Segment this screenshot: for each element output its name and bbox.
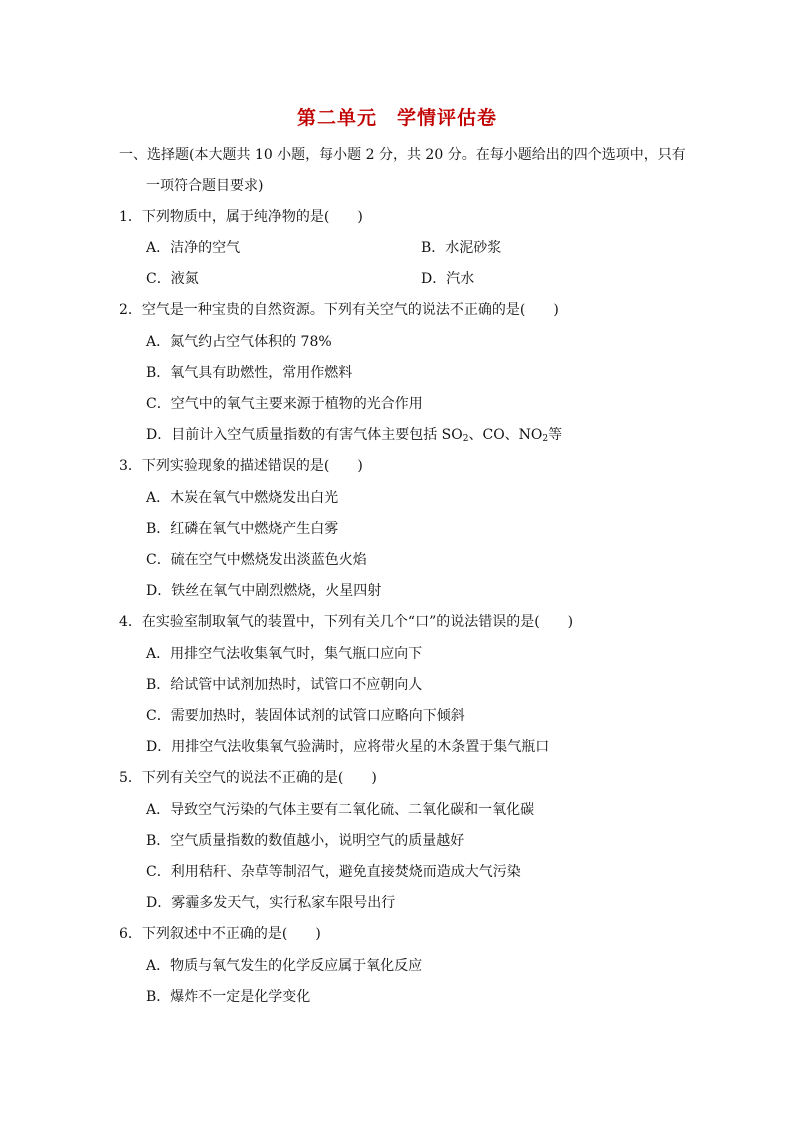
question-1-option-b: B．水泥砂浆 [421, 240, 502, 256]
question-4-option-d: D．用排空气法收集氧气验满时，应将带火星的木条置于集气瓶口 [146, 739, 550, 755]
question-1-option-d: D．汽水 [421, 271, 475, 287]
question-1-stem: 1．下列物质中，属于纯净物的是( ) [119, 209, 363, 225]
question-2-option-d [146, 426, 562, 444]
option-d-text: 、CO、NO [468, 427, 543, 443]
question-2-option-b: B．氧气具有助燃性，常用作燃料 [146, 365, 353, 381]
option-d-text: D．目前计入空气质量指数的有害气体主要包括 SO [146, 427, 463, 443]
section-heading: 一、选择题(本大题共 10 小题，每小题 2 分，共 20 分。在每小题给出的四个选项中，只有 [119, 147, 686, 163]
question-6-option-b: B．爆炸不一定是化学变化 [146, 989, 311, 1005]
question-5-option-a: A．导致空气污染的气体主要有二氧化硫、二氧化碳和一氧化碳 [146, 802, 535, 818]
question-2-stem: 2．空气是一种宝贵的自然资源。下列有关空气的说法不正确的是( ) [119, 302, 559, 318]
question-3-option-a: A．木炭在氧气中燃烧发出白光 [146, 490, 339, 506]
question-3-option-d: D．铁丝在氧气中剧烈燃烧，火星四射 [146, 583, 382, 599]
subscript: 2 [462, 434, 469, 444]
question-4-option-c: C．需要加热时，装固体试剂的试管口应略向下倾斜 [146, 708, 465, 724]
question-5-stem: 5．下列有关空气的说法不正确的是( ) [119, 770, 377, 786]
question-6-stem: 6．下列叙述中不正确的是( ) [119, 926, 321, 942]
question-5-option-b: B．空气质量指数的数值越小，说明空气的质量越好 [146, 833, 465, 849]
subscript: 2 [542, 434, 549, 444]
question-5-option-d: D．雾霾多发天气，实行私家车限号出行 [146, 895, 396, 911]
question-4-stem: 4．在实验室制取氧气的装置中，下列有关几个“口”的说法错误的是( ) [119, 614, 574, 630]
question-1-option-c: C．液氮 [146, 271, 199, 287]
question-4-option-b: B．给试管中试剂加热时，试管口不应朝向人 [146, 677, 423, 693]
question-1-option-a: A．洁净的空气 [146, 240, 241, 256]
question-4-option-a: A．用排空气法收集氧气时，集气瓶口应向下 [146, 646, 423, 662]
question-3-option-b: B．红磷在氧气中燃烧产生白雾 [146, 521, 339, 537]
question-3-stem: 3．下列实验现象的描述错误的是( ) [119, 458, 363, 474]
question-6-option-a: A．物质与氧气发生的化学反应属于氧化反应 [146, 958, 423, 974]
question-2-option-a: A．氮气约占空气体积的 78% [146, 334, 332, 350]
question-2-option-c: C．空气中的氧气主要来源于植物的光合作用 [146, 396, 423, 412]
section-heading-continued: 一项符合题目要求) [146, 178, 264, 194]
question-3-option-c: C．硫在空气中燃烧发出淡蓝色火焰 [146, 552, 367, 568]
question-5-option-c: C．利用秸秆、杂草等制沼气，避免直接焚烧而造成大气污染 [146, 864, 521, 880]
page-title: 第二单元 学情评估卷 [296, 107, 497, 129]
option-d-text: 等 [548, 427, 563, 443]
